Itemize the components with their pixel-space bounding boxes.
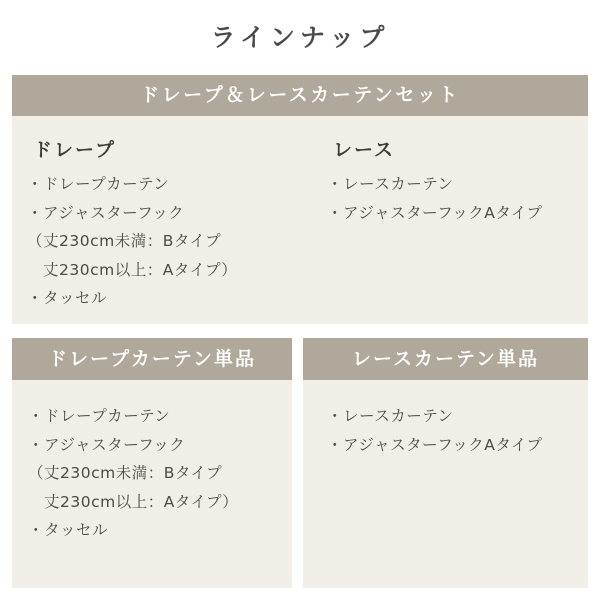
section-body-set <box>12 116 588 324</box>
column-drape <box>27 134 327 324</box>
section-lace-single <box>303 338 588 588</box>
section-header-lace-single: レースカーテン単品 <box>303 338 588 380</box>
list-item: ・ドレープカーテン <box>27 175 170 193</box>
list-item: ・レースカーテン <box>327 407 454 425</box>
list-item: ・アジャスターフック <box>28 435 186 454</box>
section-drape-single <box>12 338 292 588</box>
section-drape-lace-set <box>12 75 588 324</box>
list-item: ・レースカーテン <box>327 175 454 193</box>
list-item: ・タッセル <box>28 521 109 539</box>
section-body-drape-single <box>12 380 292 588</box>
list-item: ・ドレープカーテン <box>28 407 171 425</box>
list-item: （丈230cm未満：Bタイプ <box>28 464 223 482</box>
list-item: ・アジャスターフック <box>27 203 185 222</box>
list-item: ・アジャスターフックAタイプ <box>327 203 543 222</box>
page-title: ラインナップ <box>210 23 390 52</box>
section-body-lace-single <box>303 380 588 588</box>
column-heading-lace: レース <box>333 139 396 161</box>
column-heading-drape: ドレープ <box>33 139 117 161</box>
list-item: ・アジャスターフックAタイプ <box>327 435 543 454</box>
list-item: 丈230cm以上：Aタイプ） <box>27 260 238 279</box>
section-header-drape-single: ドレープカーテン単品 <box>12 338 292 380</box>
single-sections-row <box>12 338 588 588</box>
column-lace <box>327 134 588 324</box>
list-item: 丈230cm以上：Aタイプ） <box>28 492 239 511</box>
list-item: （丈230cm未満：Bタイプ <box>27 232 222 250</box>
list-item: ・タッセル <box>27 289 108 307</box>
section-header-set: ドレープ＆レースカーテンセット <box>12 75 588 116</box>
